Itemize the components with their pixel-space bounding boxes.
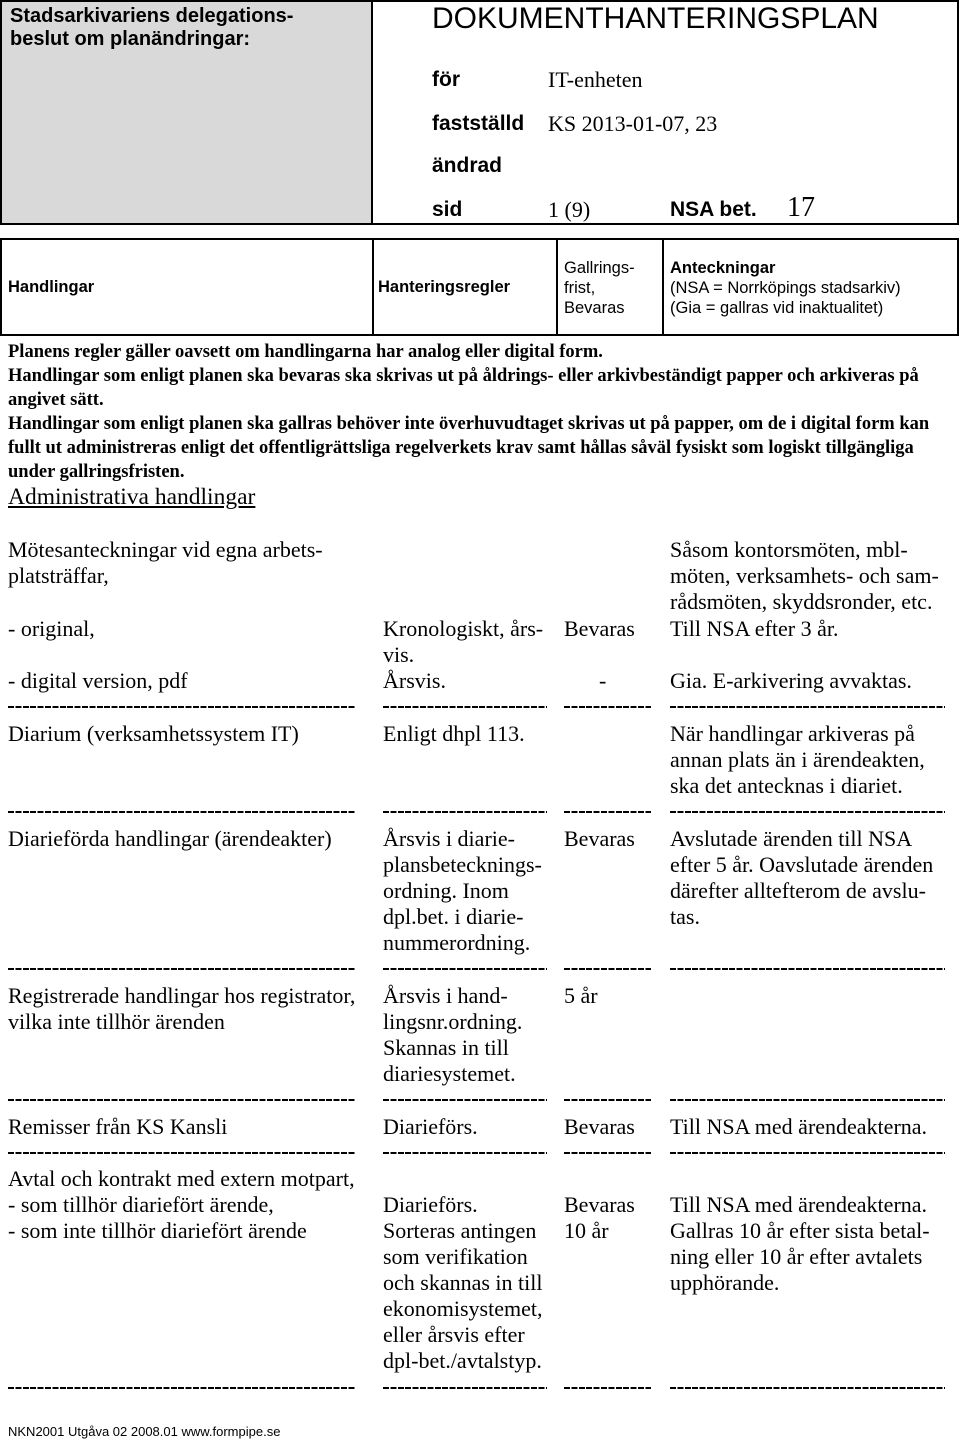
row-separator bbox=[8, 1152, 355, 1154]
column-divider bbox=[556, 240, 558, 334]
row-separator bbox=[564, 1387, 651, 1389]
row-separator bbox=[564, 1099, 651, 1101]
row-separator bbox=[670, 1152, 945, 1154]
intro-line: Handlingar som enligt planen ska bevaras ska skrivas ut på åldrings- eller arkivbeständigt papper och arkiveras på bbox=[8, 366, 919, 386]
page-label: sid bbox=[432, 198, 463, 221]
row-separator bbox=[8, 1099, 355, 1101]
row-separator bbox=[383, 706, 547, 708]
handling-rule: Kronologiskt, års- vis. bbox=[383, 616, 544, 667]
note: Till NSA efter 3 år. bbox=[670, 616, 839, 641]
nsa-number: 17 bbox=[787, 192, 815, 223]
intro-line: angivet sätt. bbox=[8, 390, 104, 410]
unit-value: IT-enheten bbox=[548, 67, 643, 92]
row-separator bbox=[383, 1387, 547, 1389]
row-separator bbox=[383, 811, 547, 813]
nsa-label: NSA bet. bbox=[670, 198, 757, 221]
notes-legend-gia: (Gia = gallras vid inaktualitet) bbox=[670, 299, 884, 317]
retention-period: Bevaras 10 år bbox=[564, 1192, 635, 1243]
note: Till NSA med ärendeakterna. Gallras 10 år efter sista betal- ning eller 10 år efter avtalets upphörande. bbox=[670, 1192, 930, 1295]
column-divider bbox=[372, 240, 374, 334]
row-separator bbox=[383, 968, 547, 970]
retention-period: 5 år bbox=[564, 983, 598, 1008]
document-title: DOKUMENTHANTERINGSPLAN bbox=[432, 2, 879, 35]
row-separator bbox=[383, 1099, 547, 1101]
document-name: Remisser från KS Kansli bbox=[8, 1114, 228, 1139]
delegation-note: Stadsarkivariens delegations- beslut om planändringar: bbox=[10, 5, 294, 50]
document-name: Diarieförda handlingar (ärendeakter) bbox=[8, 826, 332, 851]
intro-line: fullt ut administreras enligt det offentligrättsliga regelverkets krav samt hållas såväl fysiskt som logiskt tillgängliga bbox=[8, 438, 914, 458]
handling-rule: Diarieförs. bbox=[383, 1114, 478, 1139]
handling-rule: Årsvis. bbox=[383, 668, 446, 693]
handling-rule: Diarieförs. Sorteras antingen som verifikation och skannas in till ekonomisystemet, eller årsvis efter dpl-bet./avtalstyp. bbox=[383, 1192, 543, 1373]
notes-legend-nsa: (NSA = Norrköpings stadsarkiv) bbox=[670, 279, 901, 297]
row-separator bbox=[564, 706, 651, 708]
row-separator bbox=[564, 1152, 651, 1154]
row-separator bbox=[8, 706, 355, 708]
intro-line: Planens regler gäller oavsett om handlingarna har analog eller digital form. bbox=[8, 342, 603, 362]
row-separator bbox=[564, 811, 651, 813]
handling-rule: Enligt dhpl 113. bbox=[383, 721, 525, 746]
document-variant: - digital version, pdf bbox=[8, 668, 188, 693]
note: När handlingar arkiveras på annan plats än i ärendeakten, ska det antecknas i diariet. bbox=[670, 721, 925, 798]
column-divider bbox=[662, 240, 664, 334]
note: Avslutade ärenden till NSA efter 5 år. Oavslutade ärenden därefter alltefterom de avslu- tas. bbox=[670, 826, 934, 929]
handling-rule: Årsvis i hand- lingsnr.ordning. Skannas in till diariesystemet. bbox=[383, 983, 523, 1086]
retention-period: Bevaras bbox=[564, 826, 635, 851]
retention-period: - bbox=[599, 668, 607, 693]
row-separator bbox=[564, 968, 651, 970]
row-separator bbox=[670, 968, 945, 970]
handling-rule: Årsvis i diarie- plansbetecknings- ordning. Inom dpl.bet. i diarie- nummerordning. bbox=[383, 826, 542, 955]
section-title: Administrativa handlingar bbox=[8, 484, 256, 510]
document-name: Diarium (verksamhetssystem IT) bbox=[8, 721, 299, 746]
row-separator bbox=[8, 968, 355, 970]
document-name: Mötesanteckningar vid egna arbets- platsträffar, bbox=[8, 537, 323, 588]
row-separator bbox=[670, 706, 945, 708]
row-separator bbox=[670, 811, 945, 813]
retention-period: Bevaras bbox=[564, 616, 635, 641]
note: Såsom kontorsmöten, mbl- möten, verksamhets- och sam- rådsmöten, skyddsronder, etc. bbox=[670, 537, 939, 614]
document-variant: - original, bbox=[8, 616, 95, 641]
page-number: 1 (9) bbox=[548, 197, 591, 222]
column-header-handling-rules: Hanteringsregler bbox=[378, 278, 511, 296]
unit-label: för bbox=[432, 68, 460, 91]
column-header-retention: Gallrings- frist, Bevaras bbox=[564, 259, 635, 317]
document-name: Avtal och kontrakt med extern motpart, - som tillhör diariefört ärende, - som inte tillhör diariefört ärende bbox=[8, 1166, 355, 1243]
adopted-value: KS 2013-01-07, 23 bbox=[548, 111, 718, 136]
note: Gia. E-arkivering avvaktas. bbox=[670, 668, 912, 693]
row-separator bbox=[670, 1099, 945, 1101]
page-footer: NKN2001 Utgåva 02 2008.01 www.formpipe.se bbox=[8, 1424, 281, 1439]
column-header-notes: Anteckningar bbox=[670, 259, 776, 277]
column-header-documents: Handlingar bbox=[8, 278, 95, 296]
amended-label: ändrad bbox=[432, 154, 503, 177]
row-separator bbox=[383, 1152, 547, 1154]
document-name: Registrerade handlingar hos registrator, vilka inte tillhör ärenden bbox=[8, 983, 356, 1034]
retention-period: Bevaras bbox=[564, 1114, 635, 1139]
row-separator bbox=[670, 1387, 945, 1389]
intro-line: Handlingar som enligt planen ska gallras behöver inte överhuvudtaget skrivas ut på papper, om de i digital form kan bbox=[8, 414, 930, 434]
adopted-label: fastställd bbox=[432, 112, 525, 135]
note: Till NSA med ärendeakterna. bbox=[670, 1114, 928, 1139]
intro-line: under gallringsfristen. bbox=[8, 462, 185, 482]
row-separator bbox=[8, 811, 355, 813]
row-separator bbox=[8, 1387, 355, 1389]
